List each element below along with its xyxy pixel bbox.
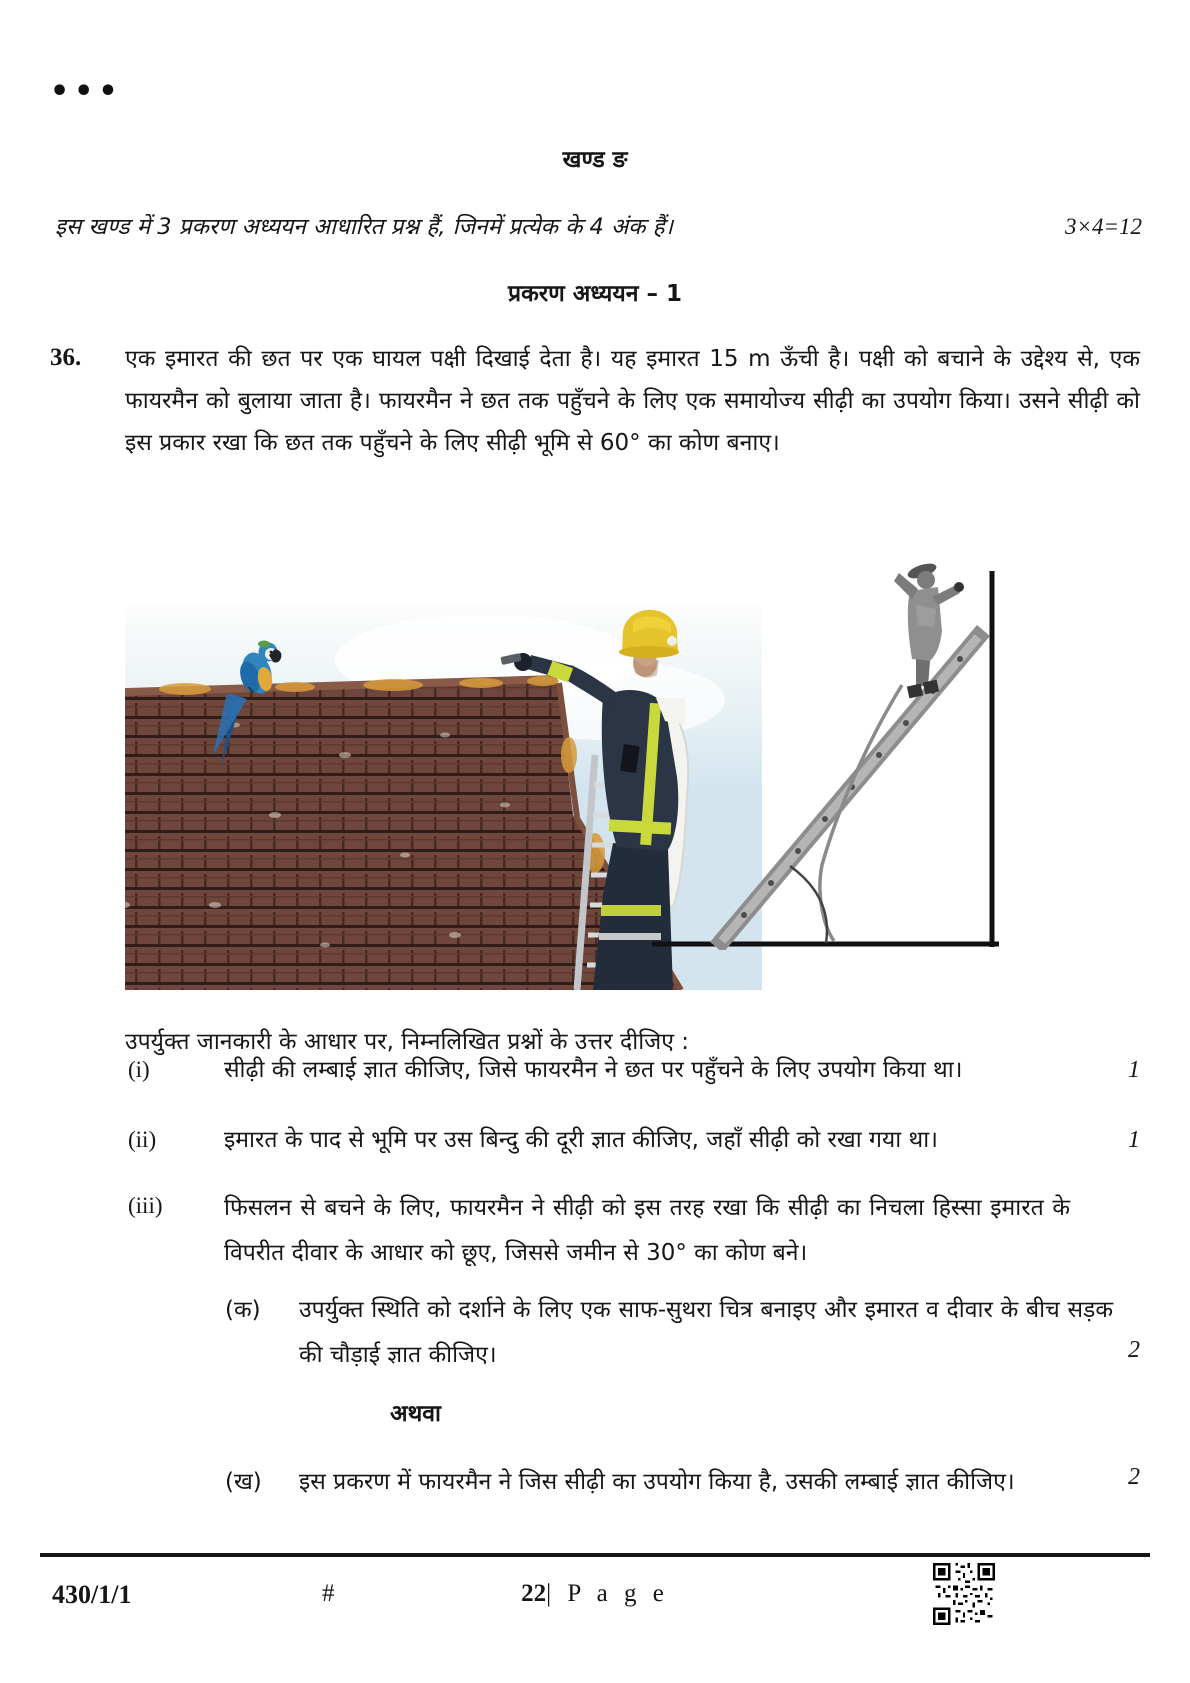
ladder-wall-sketch	[640, 535, 1000, 950]
subquestion-i-label: (i)	[128, 1057, 150, 1082]
corner-dots-icon: •••	[50, 74, 123, 109]
figure-block	[0, 530, 1190, 995]
footer-rule	[40, 1553, 1150, 1557]
marks-scheme: 3×4=12	[1064, 214, 1142, 239]
subquestion-iii-text: फिसलन से बचने के लिए, फायरमैन ने सीढ़ी को इस तरह रखा कि सीढ़ी का निचला हिस्सा इमारत के विपरीत दीवार के आधार को छूए, जिससे जमीन से 30° का कोण बने।	[224, 1195, 1070, 1266]
section-instruction-row	[55, 210, 1142, 241]
option-ka-label: (क)	[225, 1297, 261, 1323]
option-ka-marks: 2	[1128, 1337, 1140, 1363]
qr-code-svg	[933, 1563, 995, 1625]
subquestion-i	[128, 1050, 1140, 1090]
subquestion-ii	[128, 1120, 1140, 1160]
option-ka-text: उपर्युक्त स्थिति को दर्शाने के लिए एक साफ-सुथरा चित्र बनाइए और इमारत व दीवार के बीच सड़क की चौड़ाई ज्ञात कीजिए।	[299, 1297, 1113, 1368]
option-kha-marks: 2	[1128, 1464, 1140, 1490]
page-number: 22	[521, 1580, 547, 1607]
case-study-title: प्रकरण अध्ययन – 1	[508, 281, 682, 307]
subquestion-i-marks: 1	[1128, 1057, 1140, 1083]
page-label: | P a g e	[546, 1580, 669, 1607]
subquestion-ii-label: (ii)	[128, 1127, 157, 1152]
qr-code	[933, 1563, 995, 1625]
question-text: एक इमारत की छत पर एक घायल पक्षी दिखाई देता है। यह इमारत 15 m ऊँची है। पक्षी को बचाने के उद्देश्य से, एक फायरमैन को बुलाया जाता है। फायरमैन ने छत तक पहुँचने के लिए एक समायोज्य सीढ़ी का उपयोग किया। उसने सीढ़ी को इस प्रकार रखा कि छत तक पहुँचने के लिए सीढ़ी भूमि से 60° का कोण बनाए।	[125, 346, 1140, 456]
option-kha	[225, 1460, 1140, 1505]
subquestion-iii-label: (iii)	[128, 1193, 163, 1218]
subquestion-ii-marks: 1	[1128, 1127, 1140, 1153]
hash-separator: #	[322, 1580, 335, 1607]
subquestion-ii-text: इमारत के पाद से भूमि पर उस बिन्दु की दूरी ज्ञात कीजिए, जहाँ सीढ़ी को रखा गया था।	[224, 1127, 938, 1153]
section-instruction-text: इस खण्ड में 3 प्रकरण अध्ययन आधारित प्रश्न हैं, जिनमें प्रत्येक के 4 अंक हैं।	[55, 214, 674, 240]
subquestion-iii	[128, 1186, 1140, 1276]
page-number-block	[0, 1580, 1190, 1608]
question-number: 36.	[50, 344, 82, 371]
ladder-wall-sketch-svg	[640, 535, 1000, 950]
paper-code: 430/1/1	[52, 1580, 132, 1609]
option-kha-label: (ख)	[225, 1469, 262, 1495]
subquestion-i-text: सीढ़ी की लम्बाई ज्ञात कीजिए, जिसे फायरमैन ने छत पर पहुँचने के लिए उपयोग किया था।	[224, 1057, 963, 1083]
answer-prompt: उपर्युक्त जानकारी के आधार पर, निम्नलिखित प्रश्नों के उत्तर दीजिए :	[125, 1029, 689, 1055]
option-kha-text: इस प्रकरण में फायरमैन ने जिस सीढ़ी का उपयोग किया है, उसकी लम्बाई ज्ञात कीजिए।	[299, 1469, 1015, 1495]
or-separator: अथवा	[390, 1401, 442, 1427]
section-title: खण्ड ङ	[562, 147, 628, 173]
option-ka	[225, 1288, 1140, 1378]
